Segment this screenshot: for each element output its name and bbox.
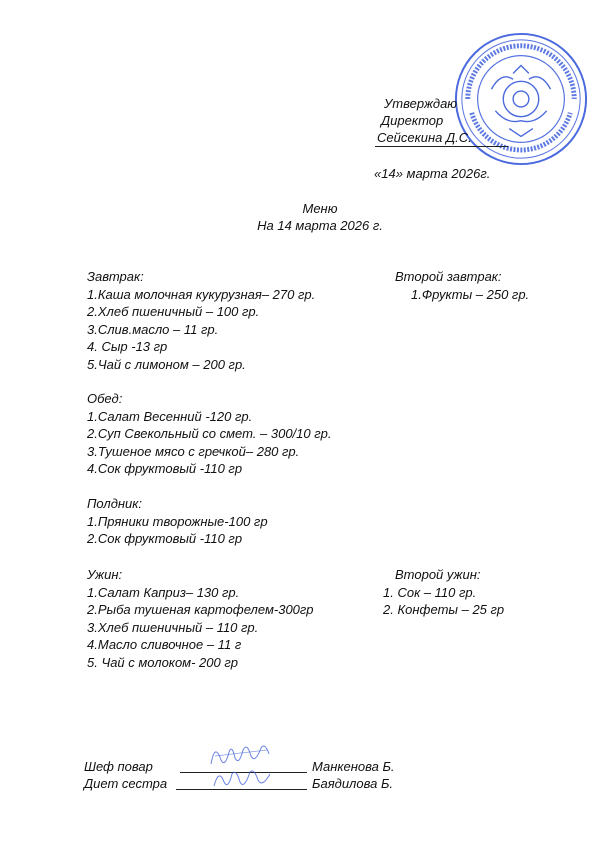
second-breakfast-heading: Второй завтрак: xyxy=(395,269,502,284)
approval-position: Директор xyxy=(381,113,444,128)
breakfast-section xyxy=(87,268,315,373)
breakfast-heading: Завтрак: xyxy=(87,269,144,284)
approval-date: «14» марта 2026г. xyxy=(374,166,491,181)
list-item: 4.Масло сливочное – 11 г xyxy=(87,637,242,652)
list-item: 4.Сок фруктовый -110 гр xyxy=(87,461,243,476)
list-item: 5.Чай с лимоном – 200 гр. xyxy=(87,356,246,372)
list-item: 5. Чай с молоком- 200 гр xyxy=(87,654,238,670)
approval-signature-line xyxy=(375,146,508,147)
snack-heading: Полдник: xyxy=(87,496,143,511)
list-item: 2.Хлеб пшеничный – 100 гр. xyxy=(87,304,260,319)
document-title: Меню xyxy=(302,201,338,216)
list-item: 3.Хлеб пшеничный – 110 гр. xyxy=(87,619,259,635)
dinner-section xyxy=(87,566,314,671)
signature-name-chef: Манкенова Б. xyxy=(312,759,395,774)
second-dinner-heading: Второй ужин: xyxy=(395,567,481,582)
document-subtitle: На 14 марта 2026 г. xyxy=(257,218,383,233)
list-item: 1.Салат Каприз– 130 гр. xyxy=(87,584,240,600)
dinner-heading: Ужин: xyxy=(87,567,123,582)
list-item: 1.Салат Весенний -120 гр. xyxy=(87,408,253,424)
list-item: 2.Сок фруктовый -110 гр xyxy=(87,531,243,546)
approval-name: Сейсекина Д.С. xyxy=(377,130,472,145)
list-item: 2.Рыба тушеная картофелем-300гр xyxy=(87,602,314,617)
signature-name-dietitian: Баядилова Б. xyxy=(312,776,394,791)
lunch-section xyxy=(87,390,332,478)
handwritten-signature-dietitian xyxy=(210,764,276,794)
official-seal-stamp xyxy=(452,30,590,168)
list-item: 1. Сок – 110 гр. xyxy=(383,584,477,600)
second-dinner-section xyxy=(383,566,504,619)
list-item: 3.Тушеное мясо с гречкой– 280 гр. xyxy=(87,443,300,459)
snack-section xyxy=(87,495,268,548)
list-item: 4. Сыр -13 гр xyxy=(87,339,168,354)
list-item: 1.Пряники творожные-100 гр xyxy=(87,513,268,529)
signature-role-dietitian: Диет сестра xyxy=(84,776,168,791)
lunch-heading: Обед: xyxy=(87,391,123,406)
list-item: 1.Фрукты – 250 гр. xyxy=(411,286,530,302)
list-item: 2.Суп Свекольный со смет. – 300/10 гр. xyxy=(87,426,332,441)
list-item: 1.Каша молочная кукурузная– 270 гр. xyxy=(87,286,316,302)
approval-approved: Утверждаю xyxy=(384,96,458,111)
list-item: 2. Конфеты – 25 гр xyxy=(383,602,505,617)
signature-role-chef: Шеф повар xyxy=(84,759,153,774)
second-breakfast-section xyxy=(395,268,529,303)
list-item: 3.Слив.масло – 11 гр. xyxy=(87,321,219,337)
